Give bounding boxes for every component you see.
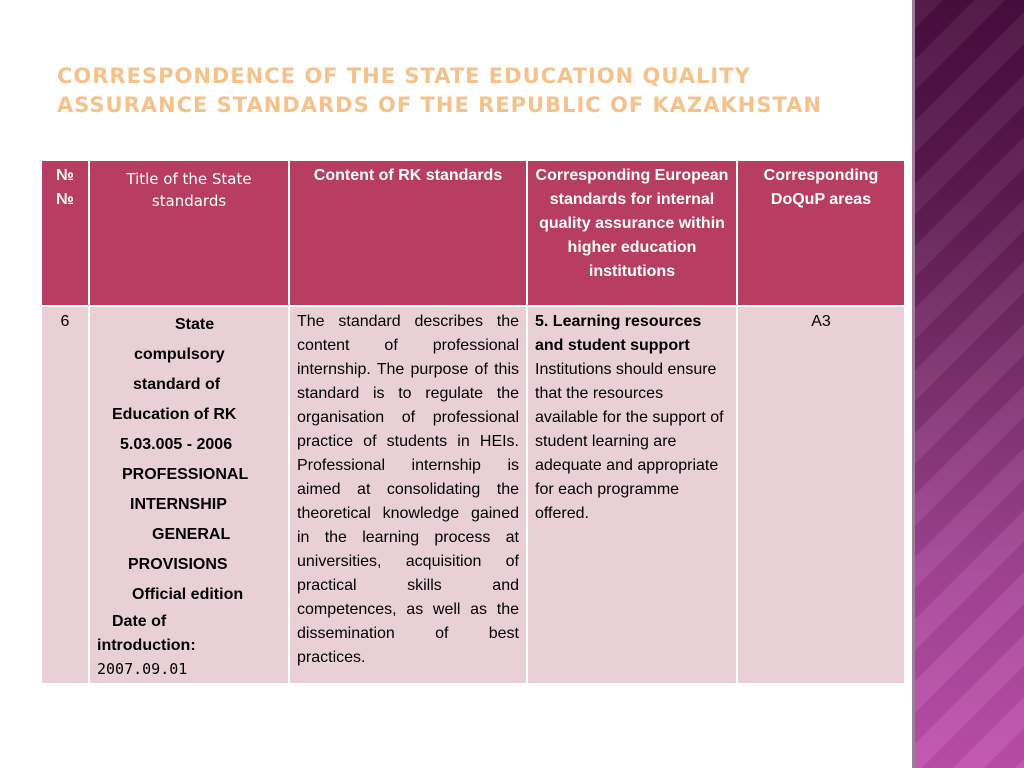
header-doqup-areas: Corresponding DoQuP areas bbox=[737, 160, 905, 306]
title-line: standard of bbox=[133, 376, 221, 393]
row-number: 6 bbox=[41, 306, 89, 684]
title-line: PROFESSIONAL bbox=[122, 466, 249, 483]
header-european-standards: Corresponding European standards for internal quality assurance within higher education institutions bbox=[527, 160, 737, 306]
title-line: Date of bbox=[112, 613, 167, 630]
title-line: introduction: bbox=[97, 637, 196, 654]
side-band-stripes bbox=[912, 0, 1024, 768]
doqup-area-cell: A3 bbox=[737, 306, 905, 684]
slide-title: CORRESPONDENCE OF THE STATE EDUCATION QUALITY ASSURANCE STANDARDS OF THE REPUBLIC OF KAZAKHSTAN bbox=[57, 64, 822, 117]
standard-title-cell bbox=[89, 306, 289, 684]
header-title: Title of the State standards bbox=[89, 160, 289, 306]
standard-content-cell: The standard describes the content of professional internship. The purpose of this standard is to regulate the organisation of professional practice of students in HEIs. Professional internship is aimed at consolidating the theoretical knowledge gained in the learning process at universities, acquisition of practical skills and competences, as well as the dissemination of best practices. bbox=[289, 306, 527, 684]
title-line: PROVISIONS bbox=[128, 556, 228, 573]
title-line: State bbox=[175, 316, 215, 333]
title-line: Official edition bbox=[132, 586, 244, 603]
european-standard-cell bbox=[527, 306, 737, 684]
title-line: Education of RK bbox=[112, 406, 237, 423]
european-standard-text: Institutions should ensure that the resources available for the support of student learning are adequate and appropriate for each programme offered. bbox=[535, 361, 724, 522]
introduction-date: 2007.09.01 bbox=[97, 660, 188, 678]
header-content: Content of RK standards bbox=[289, 160, 527, 306]
table-row bbox=[41, 306, 905, 684]
standards-table bbox=[40, 159, 906, 685]
title-line: 5.03.005 - 2006 bbox=[120, 436, 233, 453]
table-header-row bbox=[41, 160, 905, 306]
side-band-edge bbox=[912, 0, 915, 768]
title-line: INTERNSHIP bbox=[130, 496, 227, 513]
title-line: GENERAL bbox=[152, 526, 231, 543]
european-standard-heading: 5. Learning resources and student support bbox=[535, 313, 702, 354]
decorative-side-band bbox=[912, 0, 1024, 768]
title-line: compulsory bbox=[134, 346, 225, 363]
header-number: № № bbox=[41, 160, 89, 306]
